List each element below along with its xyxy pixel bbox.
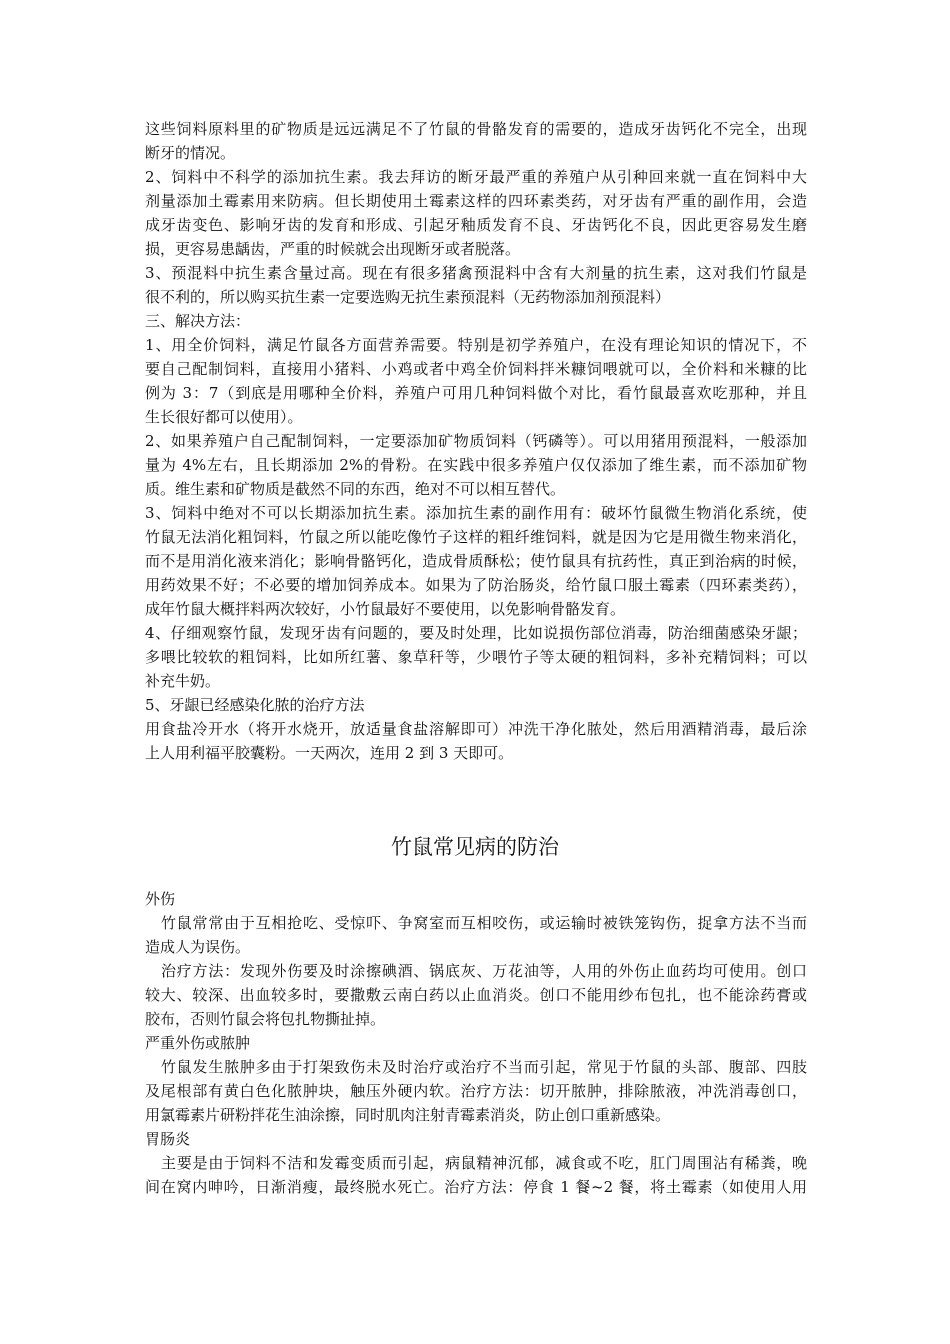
text-line: 损，更容易患龋齿，严重的时候就会出现断牙或者脱落。 xyxy=(145,240,521,258)
text-line: 这些饲料原料里的矿物质是远远满足不了竹鼠的骨骼发育的需要的，造成牙齿钙化不完全，出现 xyxy=(145,120,807,138)
section-heading: 三、解决方法： xyxy=(145,312,251,330)
text-line: 用食盐冷开水（将开水烧开，放适量食盐溶解即可）冲洗干净化脓处，然后用酒精消毒，最后涂 xyxy=(145,720,807,738)
text-line: 4、仔细观察竹鼠，发现牙齿有问题的，要及时处理，比如说损伤部位消毒，防治细菌感染牙龈； xyxy=(145,624,807,642)
text-line: 剂量添加土霉素用来防病。但长期使用土霉素这样的四环素类药，对牙齿有严重的副作用，会造 xyxy=(145,192,807,210)
text-line: 断牙的情况。 xyxy=(145,144,236,162)
text-line: 胶布，否则竹鼠会将包扎物撕扯掉。 xyxy=(145,1010,386,1028)
text-line: 3、饲料中绝对不可以长期添加抗生素。添加抗生素的副作用有：破坏竹鼠微生物消化系统，使 xyxy=(145,504,807,522)
text-line: 而不是用消化液来消化；影响骨骼钙化，造成骨质酥松；使竹鼠具有抗药性，真正到治病的时候， xyxy=(145,552,807,570)
text-line: 及尾根部有黄白色化脓肿块，触压外硬内软。治疗方法：切开脓肿，排除脓液，冲洗消毒创口， xyxy=(145,1082,807,1100)
text-line: 很不利的，所以购买抗生素一定要选购无抗生素预混料（无药物添加剂预混料） xyxy=(145,288,671,306)
text-line: 用药效果不好；不必要的增加饲养成本。如果为了防治肠炎，给竹鼠口服土霉素（四环素类药）， xyxy=(145,576,807,594)
text-line: 要自己配制饲料，直接用小猪料、小鸡或者中鸡全价饲料拌米糠饲喂就可以，全价料和米糠的比 xyxy=(145,360,807,378)
text-line: 成牙齿变色、影响牙齿的发育和形成、引起牙釉质发育不良、牙齿钙化不良，因此更容易发生磨 xyxy=(145,216,807,234)
text-line: 1、用全价饲料，满足竹鼠各方面营养需要。特别是初学养殖户，在没有理论知识的情况下，不 xyxy=(145,336,807,354)
text-line: 多喂比较软的粗饲料，比如所红薯、象草秆等，少喂竹子等太硬的粗饲料，多补充精饲料；可以 xyxy=(145,648,807,666)
text-line: 竹鼠发生脓肿多由于打架致伤未及时治疗或治疗不当而引起，常见于竹鼠的头部、腹部、四肢 xyxy=(161,1058,807,1076)
text-line: 成年竹鼠大概拌料两次较好，小竹鼠最好不要使用，以免影响骨骼发育。 xyxy=(145,600,626,618)
text-line: 竹鼠常常由于互相抢吃、受惊吓、争窝室而互相咬伤，或运输时被铁笼钩伤，捉拿方法不当而 xyxy=(161,914,807,932)
text-line: 例为 3：7（到底是用哪种全价料，养殖户可用几种饲料做个对比，看竹鼠最喜欢吃那种，并且 xyxy=(145,384,807,402)
text-line: 质。维生素和矿物质是截然不同的东西，绝对不可以相互替代。 xyxy=(145,480,566,498)
text-line: 主要是由于饲料不洁和发霉变质而引起，病鼠精神沉郁，减食或不吃，肛门周围沾有稀粪，晚 xyxy=(161,1154,807,1172)
text-line: 较大、较深、出血较多时，要撒敷云南白药以止血消炎。创口不能用纱布包扎，也不能涂药膏或 xyxy=(145,986,807,1004)
text-line: 用氯霉素片研粉拌花生油涂擦，同时肌肉注射青霉素消炎，防止创口重新感染。 xyxy=(145,1106,671,1124)
text-line: 上人用利福平胶囊粉。一天两次，连用 2 到 3 天即可。 xyxy=(145,744,514,762)
text-line: 3、预混料中抗生素含量过高。现在有很多猪禽预混料中含有大剂量的抗生素，这对我们竹鼠是 xyxy=(145,264,807,282)
section-title: 竹鼠常见病的防治 xyxy=(391,835,559,859)
text-line: 补充牛奶。 xyxy=(145,672,221,690)
text-line: 2、如果养殖户自己配制饲料，一定要添加矿物质饲料（钙磷等）。可以用猪用预混料，一般添加 xyxy=(145,432,807,450)
text-line: 间在窝内呻吟，日渐消瘦，最终脱水死亡。治疗方法：停食 1 餐~2 餐，将土霉素（如使用人用 xyxy=(145,1178,807,1196)
text-line: 量为 4%左右，且长期添加 2%的骨粉。在实践中很多养殖户仅仅添加了维生素，而不添加矿物 xyxy=(145,456,807,474)
text-line: 生长很好都可以使用）。 xyxy=(145,408,303,426)
subheading: 胃肠炎 xyxy=(145,1130,191,1148)
text-line: 5、牙龈已经感染化脓的治疗方法 xyxy=(145,696,365,714)
subheading: 外伤 xyxy=(145,890,176,908)
text-line: 治疗方法：发现外伤要及时涂擦碘酒、锅底灰、万花油等，人用的外伤止血药均可使用。创口 xyxy=(161,962,807,980)
text-line: 2、饲料中不科学的添加抗生素。我去拜访的断牙最严重的养殖户从引种回来就一直在饲料中大 xyxy=(145,168,807,186)
subheading: 严重外伤或脓肿 xyxy=(145,1034,251,1052)
text-line: 竹鼠无法消化粗饲料，竹鼠之所以能吃像竹子这样的粗纤维饲料，就是因为它是用微生物来消化， xyxy=(145,528,807,546)
text-line: 造成人为误伤。 xyxy=(145,938,251,956)
